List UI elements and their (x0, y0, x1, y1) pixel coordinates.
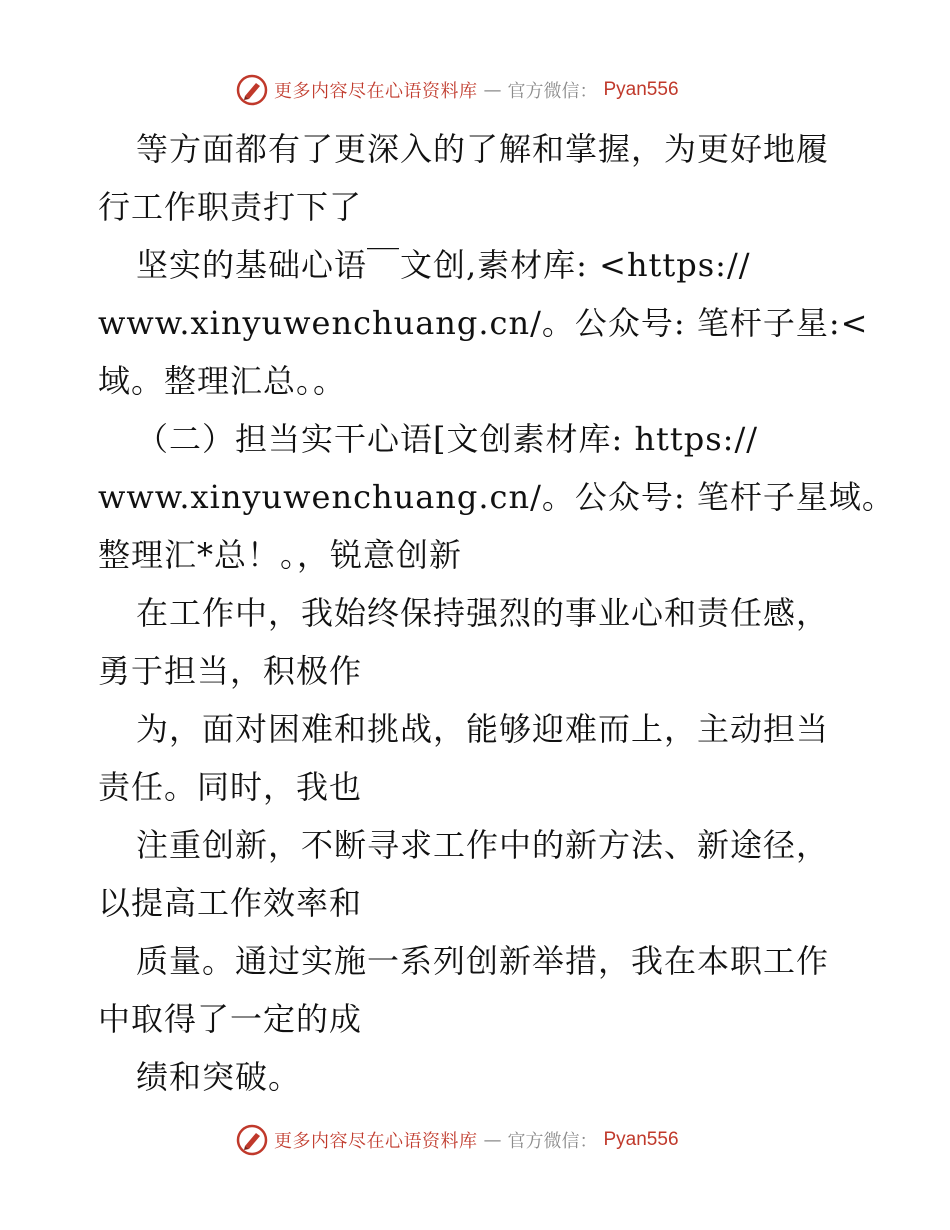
text-line: www.xinyuwenchuang.cn/。公众号: 笔杆子星:< (98, 304, 869, 342)
banner-label: 官方微信： (507, 1131, 598, 1152)
banner-text: 更多内容尽在心语资料库 (274, 1131, 478, 1152)
text-line: 坚实的基础心语￣文创,素材库: <https:// (136, 246, 751, 284)
text-line: 为，面对困难和挑战，能够迎难而上，主动担当 (136, 710, 830, 748)
banner-separator: — (483, 79, 502, 101)
text-line: 勇于担当，积极作 (98, 652, 363, 690)
text-line: 以提高工作效率和 (98, 884, 363, 922)
banner-wechat-id: Pyan556 (603, 79, 679, 100)
text-line: 域。整理汇总。。 (98, 362, 347, 400)
logo-icon (236, 74, 268, 106)
text-line: www.xinyuwenchuang.cn/。公众号: 笔杆子星域。 (98, 478, 895, 516)
logo-icon (236, 1124, 268, 1156)
header-banner (236, 73, 679, 107)
banner-wechat-id: Pyan556 (603, 1129, 679, 1150)
document-body (98, 120, 895, 1106)
banner-label: 官方微信： (507, 81, 598, 102)
text-line: 注重创新，不断寻求工作中的新方法、新途径， (136, 826, 830, 864)
footer-banner (236, 1123, 679, 1157)
text-line: 在工作中，我始终保持强烈的事业心和责任感， (136, 594, 830, 632)
text-line: 等方面都有了更深入的了解和掌握，为更好地履 (136, 130, 830, 168)
banner-text: 更多内容尽在心语资料库 (274, 81, 478, 102)
text-line: 质量。通过实施一系列创新举措，我在本职工作 (136, 942, 830, 980)
section-heading: （二）担当实干心语[文创素材库: https:// (136, 420, 759, 458)
banner-separator: — (483, 1129, 502, 1151)
text-line: 绩和突破。 (136, 1058, 302, 1096)
text-line: 整理汇*总！。，锐意创新 (98, 536, 463, 574)
text-line: 中取得了一定的成 (98, 1000, 363, 1038)
text-line: 行工作职责打下了 (98, 188, 363, 226)
text-line: 责任。同时，我也 (98, 768, 363, 806)
